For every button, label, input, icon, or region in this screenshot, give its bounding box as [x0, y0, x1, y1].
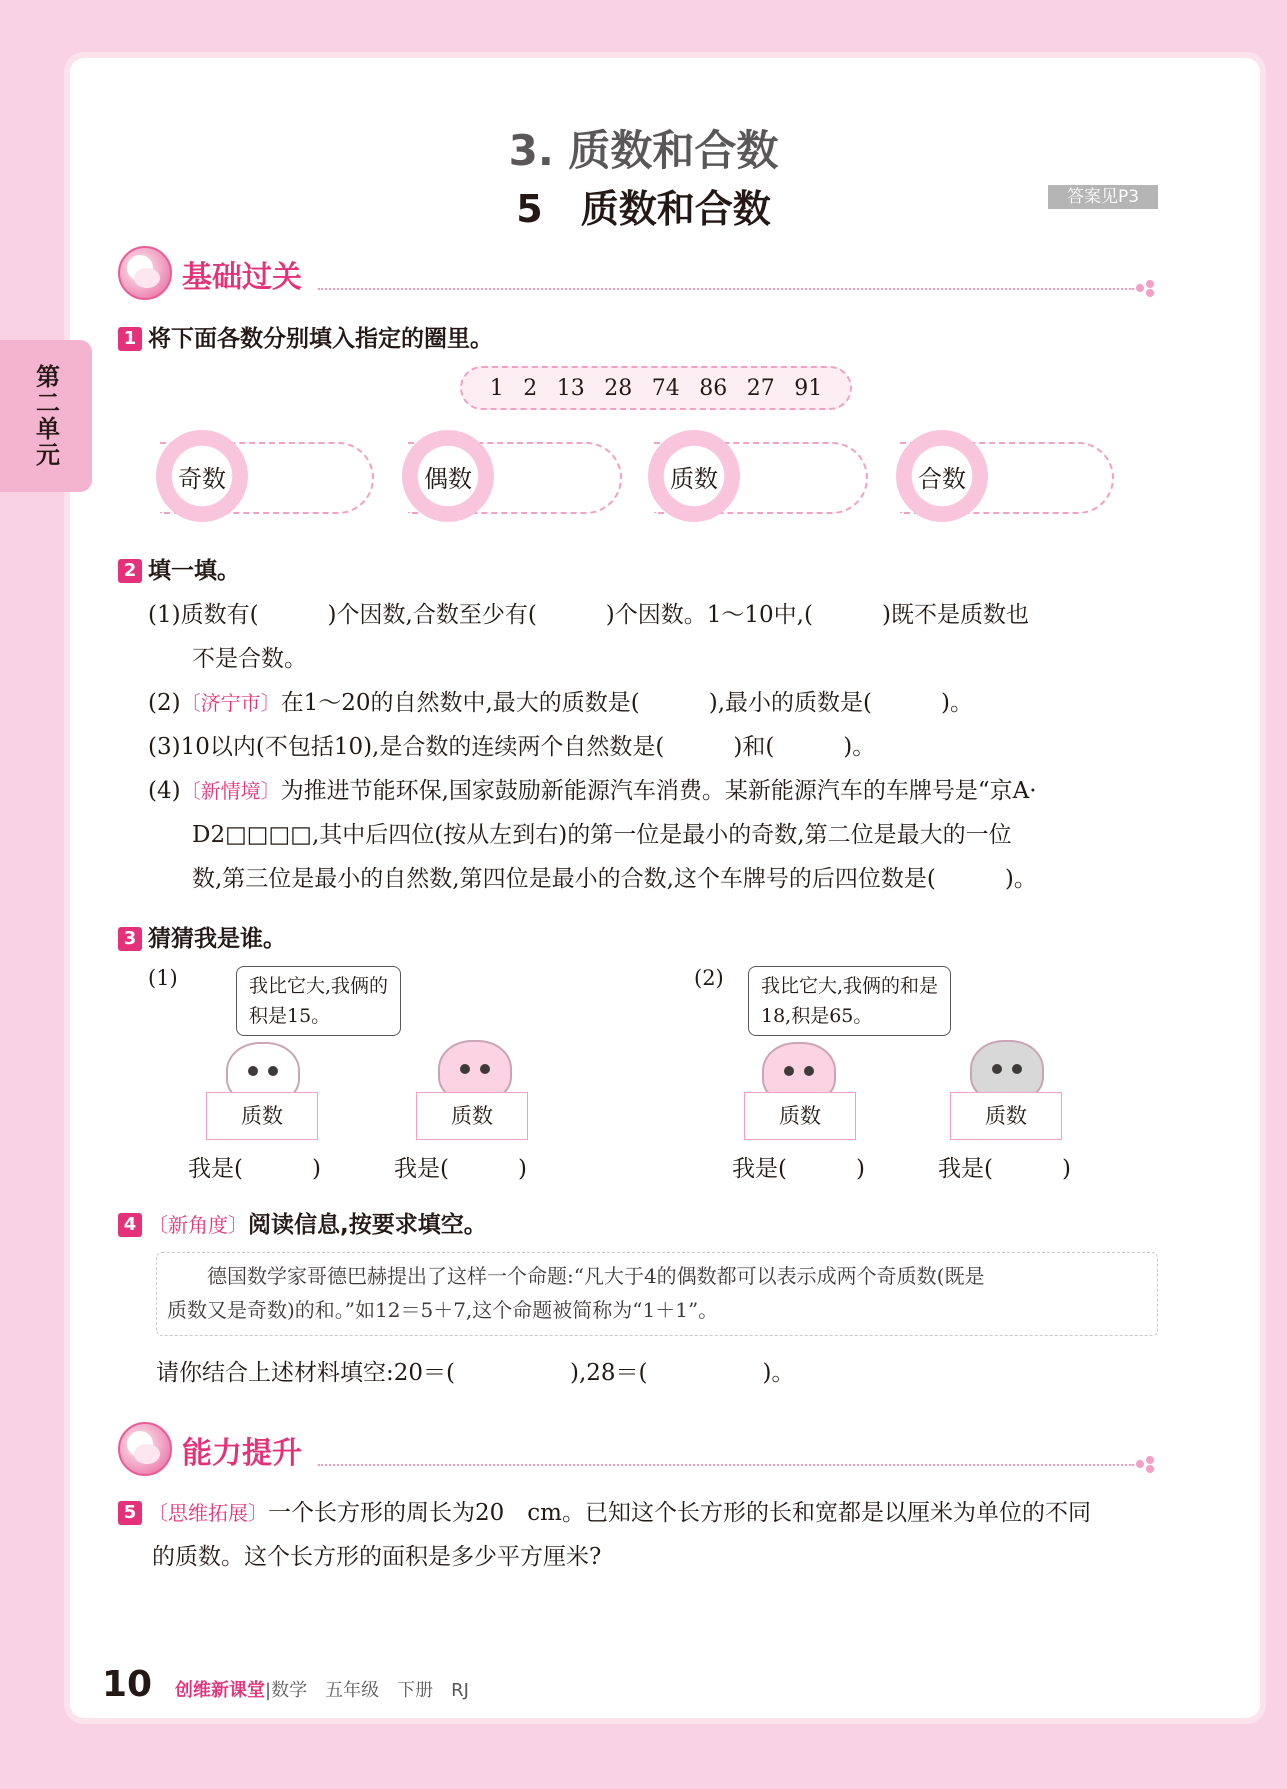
number-item: 27	[746, 375, 775, 401]
question-1-heading	[118, 320, 493, 353]
q2-part1-line-b: 不是合数。	[192, 646, 307, 672]
speech-bubble-2	[748, 966, 951, 1036]
unit-side-tab	[0, 340, 92, 492]
girl-mascot-icon	[118, 246, 172, 300]
sign-box: 质数	[950, 1092, 1062, 1140]
answer-reference-badge: 答案见P3	[1048, 185, 1158, 209]
footer-info	[175, 1676, 469, 1702]
number-item: 28	[604, 375, 633, 401]
flower-label-even	[402, 430, 494, 522]
q2-part1-line-a: (1)质数有( )个因数,合数至少有( )个因数。1～10中,( )既不是质数也	[148, 602, 1029, 628]
question-5-text-a: 一个长方形的周长为20 cm。已知这个长方形的长和宽都是以厘米为单位的不同	[268, 1500, 1091, 1526]
section-title: 基础过关	[182, 260, 302, 295]
q2-part4-text-a: 为推进节能环保,国家鼓励新能源汽车消费。某新能源汽车的车牌号是“京A·	[280, 778, 1037, 804]
chapter-title: 3. 质数和合数	[508, 126, 779, 175]
sign-box: 质数	[206, 1092, 318, 1140]
section-header-advanced	[118, 1422, 1158, 1478]
number-list-box	[460, 366, 852, 410]
q2-part2-text: 在1～20的自然数中,最大的质数是( ),最小的质数是( )。	[280, 690, 974, 716]
question-number-badge: 2	[118, 559, 142, 583]
brand-name: 创维新课堂	[175, 1680, 265, 1701]
thinking-tag: 〔思维拓展〕	[148, 1501, 268, 1525]
answer-blank[interactable]: 我是( )	[188, 1156, 321, 1182]
q2-part3-line: (3)10以内(不包括10),是合数的连续两个自然数是( )和( )。	[148, 734, 876, 760]
q2-part2-prefix: (2)	[148, 690, 181, 716]
question-3-heading	[118, 920, 286, 953]
section-header-basic	[118, 246, 1158, 302]
reading-material-box	[156, 1252, 1158, 1336]
source-tag: 〔济宁市〕	[180, 691, 281, 715]
q3-part2-label: (2)	[694, 966, 724, 990]
sign-box: 质数	[744, 1092, 856, 1140]
monkey-mascot-icon	[118, 1422, 172, 1476]
q2-part4-line-b: D2□□□□,其中后四位(按从左到右)的第一位是最小的奇数,第二位是最大的一位	[192, 822, 1012, 848]
number-item: 2	[523, 375, 538, 401]
flower-label-odd	[156, 430, 248, 522]
question-2-text: 填一填。	[148, 558, 240, 584]
section-title: 能力提升	[182, 1436, 302, 1471]
answer-blank[interactable]: 我是( )	[938, 1156, 1071, 1182]
question-number-badge: 1	[118, 327, 142, 351]
footer-details: |数学 五年级 下册 RJ	[265, 1680, 469, 1701]
flower-label-prime	[648, 430, 740, 522]
question-5-line-b: 的质数。这个长方形的面积是多少平方厘米?	[152, 1544, 602, 1570]
reading-line: 质数又是奇数)的和。”如12＝5＋7,这个命题被简称为“1＋1”。	[167, 1298, 719, 1322]
flower-label-text: 偶数	[424, 464, 472, 493]
question-4-text: 阅读信息,按要求填空。	[248, 1212, 487, 1238]
context-tag: 〔新情境〕	[180, 779, 281, 803]
q2-part2-line	[148, 684, 973, 717]
q3-part1-label: (1)	[148, 966, 178, 990]
number-item: 86	[699, 375, 728, 401]
flower-label-text: 合数	[918, 464, 966, 493]
question-1-text: 将下面各数分别填入指定的圈里。	[148, 326, 493, 352]
angle-tag: 〔新角度〕	[148, 1213, 248, 1237]
speech-bubble-1	[236, 966, 401, 1036]
dotted-divider	[318, 288, 1134, 290]
reading-line: 德国数学家哥德巴赫提出了这样一个命题:“凡大于4的偶数都可以表示成两个奇质数(既是	[167, 1264, 985, 1288]
unit-side-tab-label: 第二单元	[31, 364, 60, 468]
bubble-text: 我比它大,我俩的和是	[761, 975, 939, 997]
page-number: 10	[102, 1664, 153, 1705]
q2-part4-line-a	[148, 772, 1037, 805]
bubble-text: 18,积是65。	[761, 1005, 873, 1027]
sign-box: 质数	[416, 1092, 528, 1140]
question-3-text: 猜猜我是谁。	[148, 926, 286, 952]
number-item: 74	[651, 375, 680, 401]
q2-part4-prefix: (4)	[148, 778, 181, 804]
question-number-badge: 4	[118, 1213, 142, 1237]
number-item: 91	[794, 375, 823, 401]
bubble-text: 我比它大,我俩的	[249, 975, 389, 997]
number-item: 1	[489, 375, 504, 401]
flower-label-composite	[896, 430, 988, 522]
flower-label-text: 质数	[670, 464, 718, 493]
lesson-title: 5 质数和合数	[516, 187, 771, 231]
decor-dots-icon	[1136, 1456, 1158, 1472]
bubble-text: 积是15。	[249, 1005, 331, 1027]
question-2-heading	[118, 552, 240, 585]
answer-blank[interactable]: 我是( )	[732, 1156, 865, 1182]
flower-label-text: 奇数	[178, 464, 226, 493]
q4-fill-line[interactable]: 请你结合上述材料填空:20＝( ),28＝( )。	[156, 1360, 795, 1386]
number-item: 13	[556, 375, 585, 401]
dotted-divider	[318, 1464, 1134, 1466]
q2-part4-line-c: 数,第三位是最小的自然数,第四位是最小的合数,这个车牌号的后四位数是( )。	[192, 866, 1037, 892]
decor-dots-icon	[1136, 280, 1158, 296]
question-number-badge: 3	[118, 927, 142, 951]
question-4-heading	[118, 1206, 487, 1239]
question-5-line-a	[118, 1494, 1091, 1527]
answer-blank[interactable]: 我是( )	[394, 1156, 527, 1182]
question-number-badge: 5	[118, 1501, 142, 1525]
